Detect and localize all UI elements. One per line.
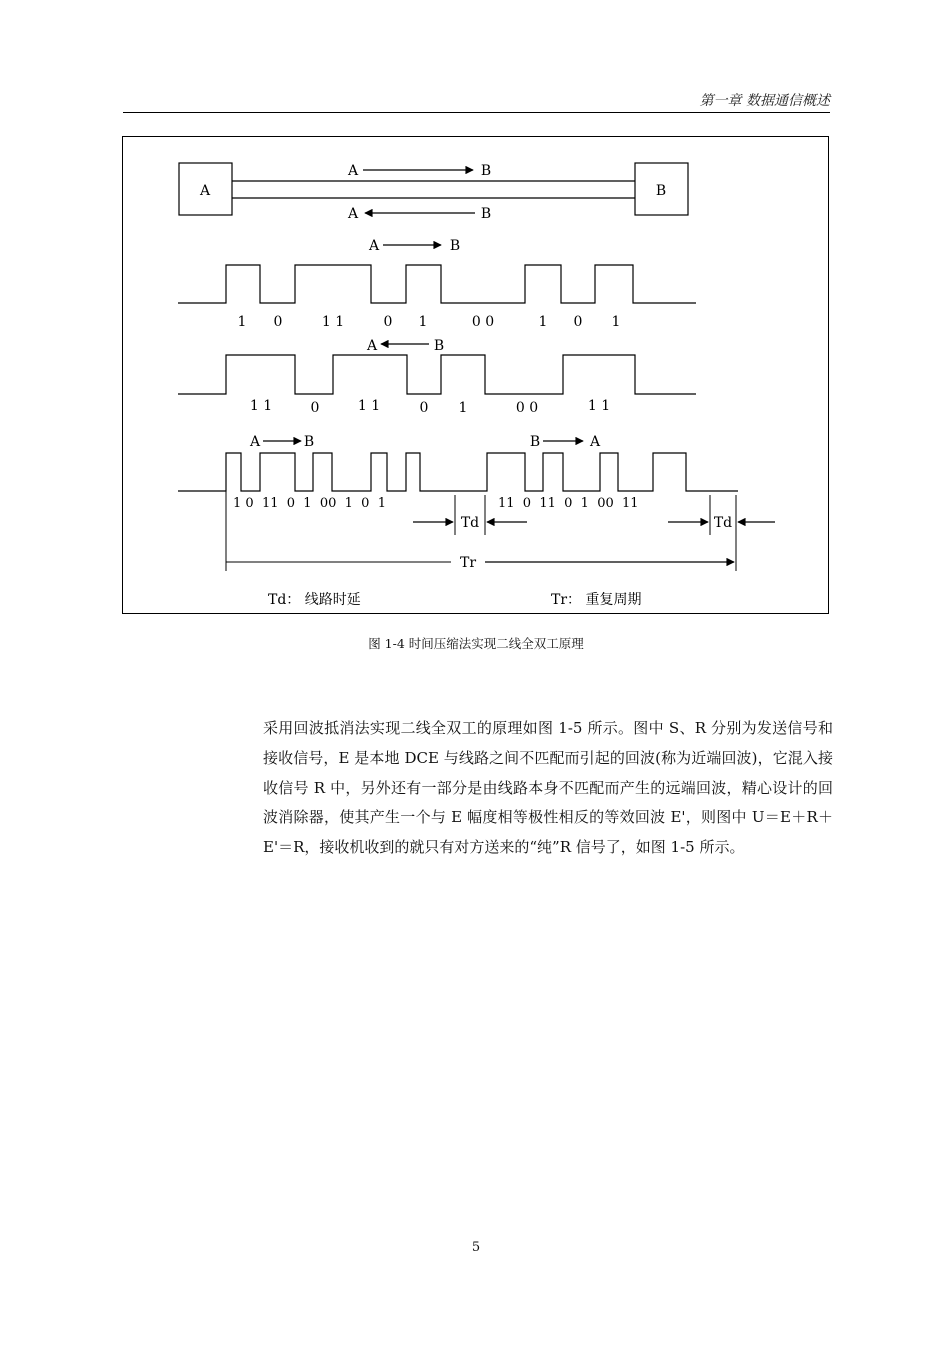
td-label-1: Td: [460, 515, 480, 531]
row2-bit: 1 1: [587, 398, 611, 414]
row1-bit: 0: [573, 314, 583, 330]
row1-bit: 0 0: [471, 314, 495, 330]
row3-dir1-to: B: [303, 434, 315, 450]
figure-caption: 图 1-4 时间压缩法实现二线全双工原理: [368, 636, 584, 651]
row1-bit: 1: [538, 314, 548, 330]
row2-to: B: [433, 338, 445, 354]
node-a-label: A: [199, 183, 211, 199]
row3-bits-right: 11 0 11 0 1 00 11: [498, 496, 639, 511]
bottom-from: A: [347, 206, 359, 222]
row1-from: A: [368, 238, 380, 254]
row2-bit: 1 1: [249, 398, 273, 414]
bottom-to: B: [480, 206, 492, 222]
figure-1-4: [122, 136, 829, 614]
row3-dir2-from: B: [529, 434, 541, 450]
row2-bit: 0 0: [515, 400, 539, 416]
td-label-2: Td: [713, 515, 733, 531]
legend-tr: Tr： 重复周期: [551, 592, 642, 608]
row1-bit: 1: [611, 314, 621, 330]
row2-from: A: [366, 338, 378, 354]
row1-bit: 0: [383, 314, 393, 330]
row2-bit: 0: [310, 400, 320, 416]
timing-diagram: [123, 137, 830, 615]
waveform-row1: [178, 265, 696, 303]
row3-bits-left: 1 0 11 0 1 00 1 0 1: [233, 496, 386, 511]
tr-label: Tr: [459, 555, 477, 571]
row1-bit: 1 1: [321, 314, 345, 330]
row3-dir2-to: A: [589, 434, 601, 450]
chapter-title: 第一章 数据通信概述: [699, 93, 830, 109]
body-paragraph: 采用回波抵消法实现二线全双工的原理如图 1-5 所示。图中 S、R 分别为发送信号和接收信号，E 是本地 DCE 与线路之间不匹配而引起的回波(称为近端回波)，它混入接收信号 R 中，另外还有一部分是由线路本身不匹配而产生的远端回波，精心设计的回波消除器，使其产生一个与 E 幅度相等极性相反的等效回波 E'，则图中 U＝E＋R＋E'＝R，接收机收到的就只有对方送来的“纯”R 信号了，如图 1-5 所示。: [263, 719, 833, 857]
page-header: [123, 88, 830, 113]
row2-bit: 0: [419, 400, 429, 416]
page-number: 5: [471, 1240, 481, 1255]
row3-dir1-from: A: [249, 434, 261, 450]
row2-bit: 1 1: [357, 398, 381, 414]
waveform-row2: [178, 355, 696, 394]
waveform-row3: [178, 453, 738, 491]
top-from: A: [347, 163, 359, 179]
row2-bit: 1: [458, 400, 468, 416]
row1-bit: 1: [237, 314, 247, 330]
legend-td: Td： 线路时延: [268, 592, 361, 608]
row1-bit: 1: [418, 314, 428, 330]
row1-to: B: [449, 238, 461, 254]
row1-bit: 0: [273, 314, 283, 330]
top-to: B: [480, 163, 492, 179]
node-b-label: B: [655, 183, 667, 199]
